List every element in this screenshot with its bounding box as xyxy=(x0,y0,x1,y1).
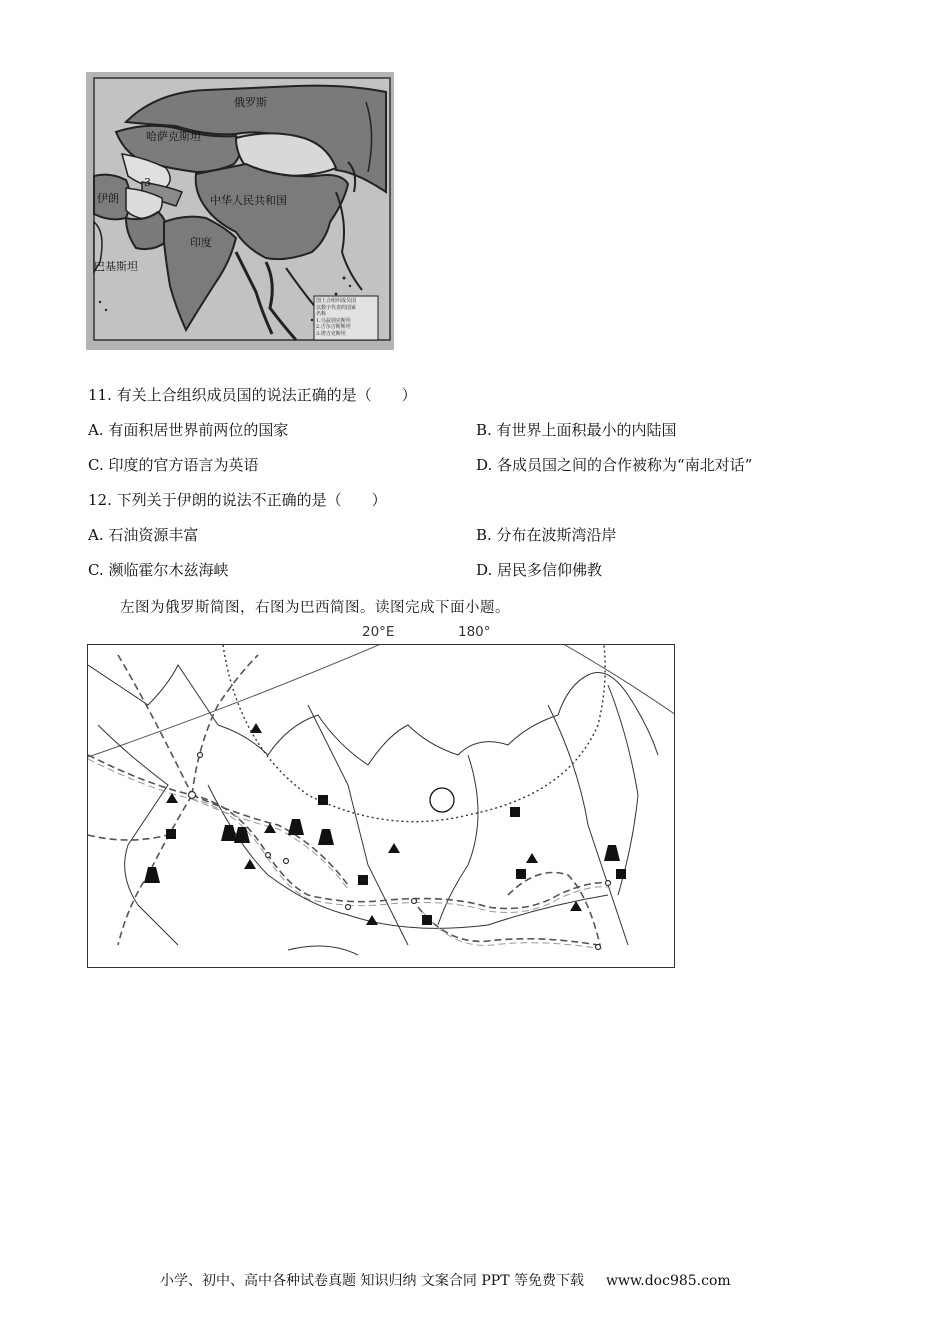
label-20e: 20°E xyxy=(362,624,395,640)
q11-option-b[interactable]: B. 有世界上面积最小的内陆国 xyxy=(476,421,677,439)
russia-map-drawing xyxy=(88,645,675,968)
legend-line: 1.乌兹别克斯坦 xyxy=(316,317,351,324)
sco-member-map xyxy=(86,72,394,350)
q11-option-a[interactable]: A. 有面积居世界前两位的国家 xyxy=(88,421,289,439)
label-china: 中华人民共和国 xyxy=(210,194,287,207)
q11-stem: 11. 有关上合组织成员国的说法正确的是（ ） xyxy=(88,386,417,404)
legend-line: 图上合组织成员国 xyxy=(316,298,357,304)
q12-option-d[interactable]: D. 居民多信仰佛教 xyxy=(476,561,603,579)
q12-option-a[interactable]: A. 石油资源丰富 xyxy=(88,526,199,544)
q12-option-c[interactable]: C. 濒临霍尔木兹海峡 xyxy=(88,561,229,579)
legend-line: 3.塔吉克斯坦 xyxy=(316,330,346,337)
legend-line: 以数字代表的国家 xyxy=(316,304,357,311)
q11-option-d[interactable]: D. 各成员国之间的合作被称为“南北对话” xyxy=(476,456,753,474)
q12-option-b[interactable]: B. 分布在波斯湾沿岸 xyxy=(476,526,617,544)
label-russia: 俄罗斯 xyxy=(234,96,267,109)
label-kazakhstan: 哈萨克斯坦 xyxy=(146,130,201,143)
q11-option-c[interactable]: C. 印度的官方语言为英语 xyxy=(88,456,259,474)
legend-line: 2.吉尔吉斯斯坦 xyxy=(316,324,351,331)
intro-text: 左图为俄罗斯简图，右图为巴西简图。读图完成下面小题。 xyxy=(120,600,510,616)
legend-line: 名称 xyxy=(316,311,327,318)
russia-map xyxy=(87,644,675,968)
label-pakistan: 巴基斯坦 xyxy=(94,260,138,273)
q12-stem: 12. 下列关于伊朗的说法不正确的是（ ） xyxy=(88,491,387,509)
footer-url[interactable]: www.doc985.com xyxy=(605,1273,731,1289)
label-iran: 伊朗 xyxy=(97,192,119,205)
map-legend xyxy=(316,298,356,338)
label-180: 180° xyxy=(458,624,491,640)
label-marker-3: 3 xyxy=(144,176,151,189)
footer-text: 小学、初中、高中各种试卷真题 知识归纳 文案合同 PPT 等免费下载 xyxy=(160,1273,584,1289)
label-india: 印度 xyxy=(190,236,212,249)
page-footer xyxy=(160,1270,731,1290)
